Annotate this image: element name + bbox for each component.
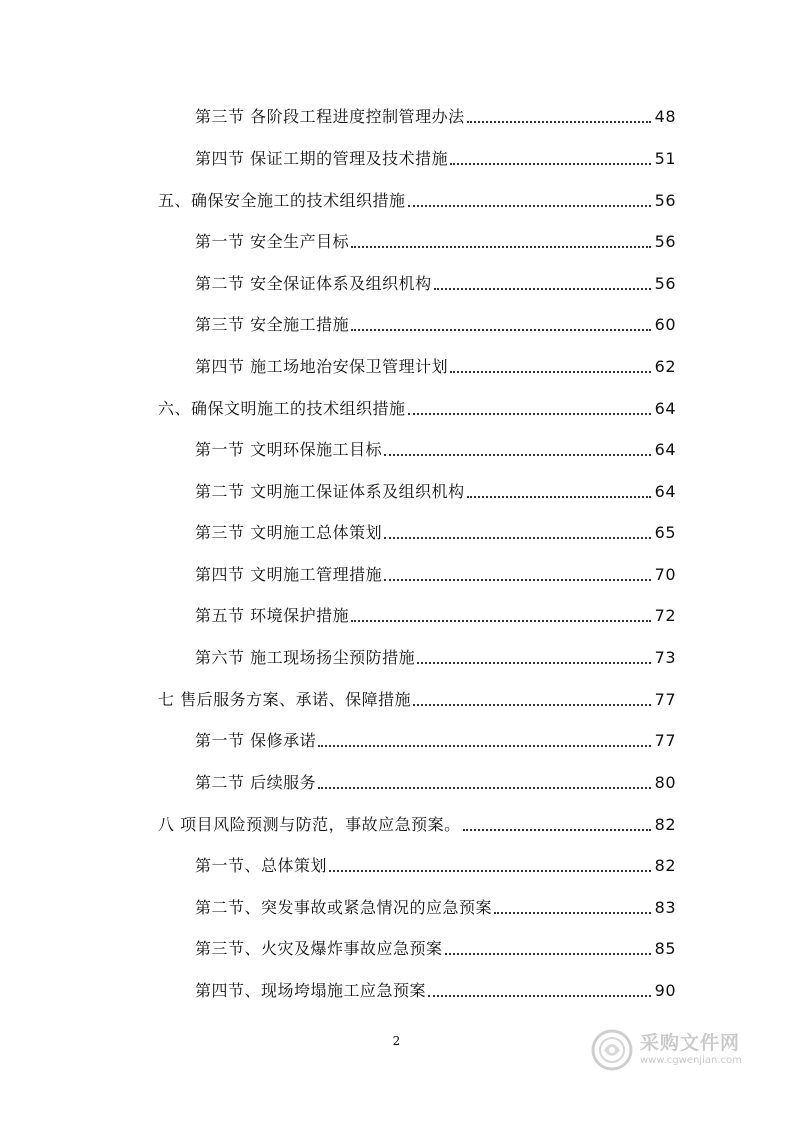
toc-entry-title: 第一节 安全生产目标	[195, 232, 350, 251]
toc-entry[interactable]	[195, 937, 676, 961]
toc-entry-page: 51	[654, 149, 676, 168]
toc-entry[interactable]	[195, 355, 676, 379]
toc-entry-title: 第一节、总体策划	[195, 856, 328, 875]
toc-chapter[interactable]	[158, 688, 676, 712]
toc-entry-title: 第五节 环境保护措施	[195, 606, 350, 625]
toc-leader-dots	[467, 113, 651, 123]
toc-entry-page: 85	[654, 939, 676, 958]
toc-leader-dots	[384, 571, 651, 581]
toc-entry-page: 64	[654, 440, 676, 459]
toc-entry-title: 第二节、突发事故或紧急情况的应急预案	[195, 898, 493, 917]
toc-entry[interactable]	[195, 480, 676, 504]
toc-entry-page: 80	[654, 773, 676, 792]
toc-entry[interactable]	[195, 604, 676, 628]
toc-entry-title: 第一节 保修承诺	[195, 731, 317, 750]
toc-entry[interactable]	[195, 272, 676, 296]
toc-entry-page: 56	[654, 232, 676, 251]
toc-entry-page: 90	[654, 981, 676, 1000]
toc-entry-page: 77	[654, 690, 676, 709]
toc-entry[interactable]	[195, 563, 676, 587]
watermark-text	[640, 1032, 742, 1068]
toc-leader-dots	[329, 862, 651, 872]
watermark-url: www.cgwenjian.com	[640, 1055, 742, 1066]
toc-leader-dots	[351, 321, 651, 331]
watermark-title: 采购文件网	[640, 1032, 741, 1054]
toc-leader-dots	[351, 238, 651, 248]
toc-entry[interactable]	[195, 771, 676, 795]
toc-entry-page: 83	[654, 898, 676, 917]
toc-entry-title: 第四节 保证工期的管理及技术措施	[195, 149, 449, 168]
toc-leader-dots	[450, 155, 651, 165]
toc-entry[interactable]	[195, 521, 676, 545]
toc-leader-dots	[384, 529, 651, 539]
toc-leader-dots	[408, 197, 651, 207]
toc-entry-title: 第一节 文明环保施工目标	[195, 440, 383, 459]
toc-entry-page: 64	[654, 482, 676, 501]
toc-entry-title: 第三节、火灾及爆炸事故应急预案	[195, 939, 443, 958]
toc-entry-title: 第二节 安全保证体系及组织机构	[195, 274, 432, 293]
toc-entry-page: 65	[654, 523, 676, 542]
toc-entry-page: 60	[654, 315, 676, 334]
toc-entry[interactable]	[195, 438, 676, 462]
toc-entry-title: 第二节 文明施工保证体系及组织机构	[195, 482, 465, 501]
toc-entry-page: 72	[654, 606, 676, 625]
toc-entry-page: 64	[654, 399, 676, 418]
toc-leader-dots	[417, 654, 651, 664]
toc-entry-title: 第四节、现场垮塌施工应急预案	[195, 981, 427, 1000]
toc-entry-title: 第三节 文明施工总体策划	[195, 523, 383, 542]
toc-entry[interactable]	[195, 230, 676, 254]
toc-leader-dots	[384, 446, 651, 456]
toc-entry-title: 第二节 后续服务	[195, 773, 317, 792]
toc-entry-page: 48	[654, 107, 676, 126]
toc-entry-page: 82	[654, 856, 676, 875]
watermark	[590, 1024, 760, 1076]
toc-leader-dots	[351, 612, 651, 622]
toc-entry[interactable]	[195, 979, 676, 1003]
toc-entry-page: 77	[654, 731, 676, 750]
toc-leader-dots	[467, 488, 651, 498]
toc-entry-title: 第三节 安全施工措施	[195, 315, 350, 334]
toc-entry-page: 62	[654, 357, 676, 376]
toc-leader-dots	[318, 737, 651, 747]
page-number: 2	[392, 1034, 401, 1048]
toc-leader-dots	[450, 363, 651, 373]
toc-entry[interactable]	[195, 147, 676, 171]
toc-entry[interactable]	[195, 646, 676, 670]
toc-entry-page: 82	[654, 815, 676, 834]
toc-entry[interactable]	[195, 854, 676, 878]
toc-entry[interactable]	[195, 313, 676, 337]
cgwenjian-logo-icon	[590, 1028, 634, 1072]
toc-chapter[interactable]	[158, 397, 676, 421]
toc-leader-dots	[428, 987, 651, 997]
toc-entry[interactable]	[195, 105, 676, 129]
toc-entry-title: 第四节 文明施工管理措施	[195, 565, 383, 584]
toc-entry[interactable]	[195, 896, 676, 920]
toc-chapter-title: 七 售后服务方案、承诺、保障措施	[158, 690, 412, 709]
toc-chapter[interactable]	[158, 189, 676, 213]
toc-leader-dots	[494, 904, 651, 914]
toc-entry-page: 56	[654, 274, 676, 293]
toc-leader-dots	[318, 779, 651, 789]
toc-leader-dots	[445, 945, 651, 955]
toc-leader-dots	[463, 821, 651, 831]
toc-entry-page: 70	[654, 565, 676, 584]
toc-entry[interactable]	[195, 729, 676, 753]
toc-chapter-title: 八 项目风险预测与防范，事故应急预案。	[158, 815, 461, 834]
toc-chapter[interactable]	[158, 813, 676, 837]
toc-entry-title: 第六节 施工现场扬尘预防措施	[195, 648, 416, 667]
toc-leader-dots	[434, 280, 651, 290]
toc-leader-dots	[413, 696, 651, 706]
toc-leader-dots	[408, 405, 651, 415]
toc-entry-title: 第三节 各阶段工程进度控制管理办法	[195, 107, 465, 126]
toc-entry-page: 73	[654, 648, 676, 667]
toc-entry-page: 56	[654, 191, 676, 210]
toc-entry-title: 第四节 施工场地治安保卫管理计划	[195, 357, 449, 376]
toc-chapter-title: 六、确保文明施工的技术组织措施	[158, 399, 406, 418]
toc-chapter-title: 五、确保安全施工的技术组织措施	[158, 191, 406, 210]
